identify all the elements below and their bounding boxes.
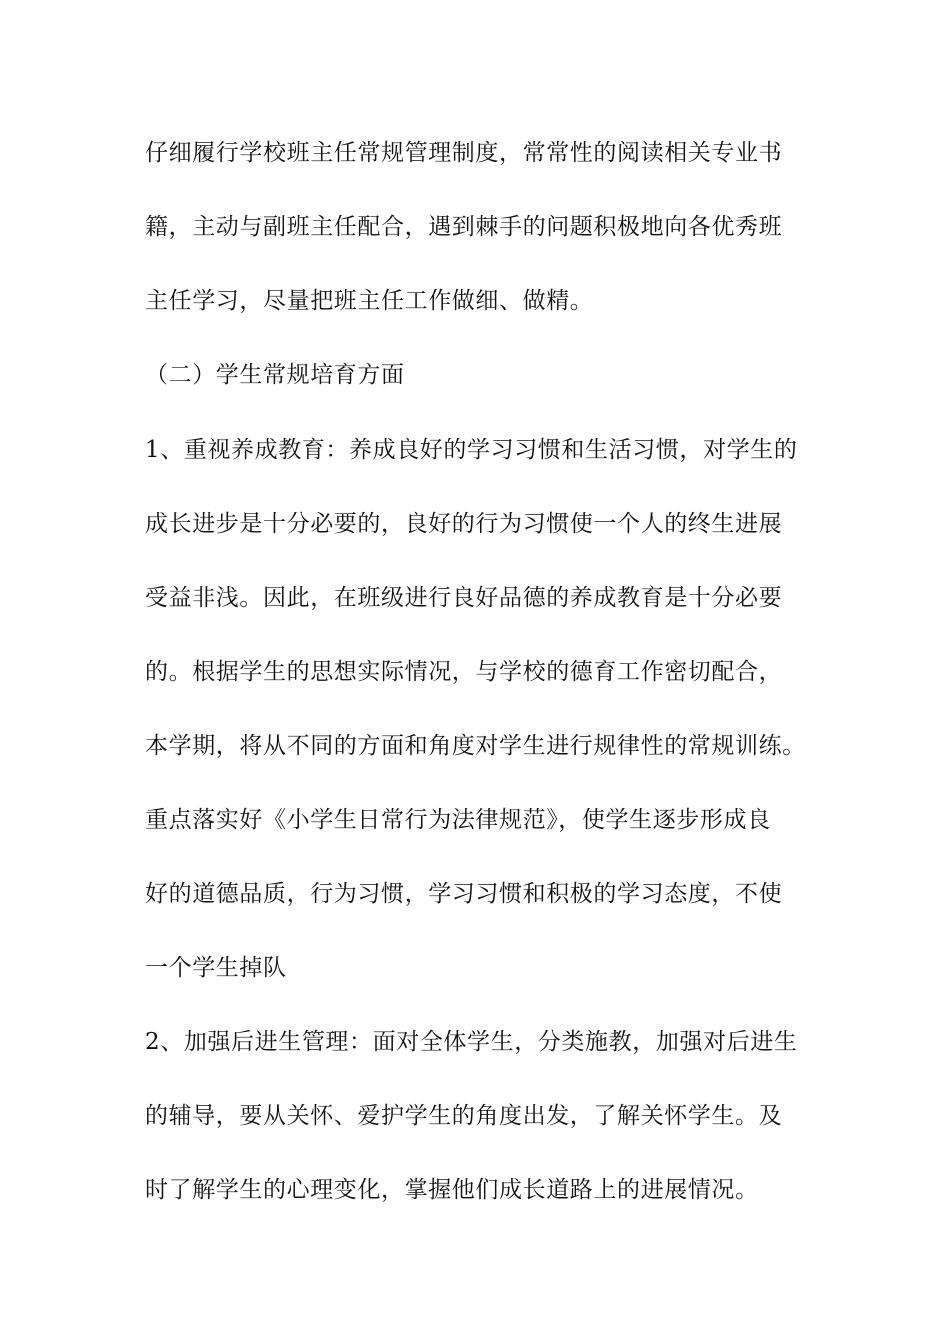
text-line: 时了解学生的心理变化，掌握他们成长道路上的进展情况。 bbox=[145, 1177, 759, 1203]
text-line: 成长进步是十分必要的，良好的行为习惯使一个人的终生进展 bbox=[145, 511, 783, 537]
text-line: 的。根据学生的思想实际情况，与学校的德育工作密切配合， bbox=[145, 659, 783, 685]
text-line: 1、重视养成教育：养成良好的学习习惯和生活习惯，对学生的 bbox=[145, 437, 798, 463]
text-line: 籍，主动与副班主任配合，遇到棘手的问题积极地向各优秀班 bbox=[145, 214, 783, 240]
text-line: 仔细履行学校班主任常规管理制度，常常性的阅读相关专业书 bbox=[145, 140, 783, 166]
text-line: 重点落实好《小学生日常行为法律规范》，使学生逐步形成良 bbox=[145, 807, 771, 833]
text-line: 本学期，将从不同的方面和角度对学生进行规律性的常规训练。 bbox=[145, 733, 806, 759]
text-line: 好的道德品质，行为习惯，学习习惯和积极的学习态度，不使 bbox=[145, 881, 783, 907]
text-line: 主任学习，尽量把班主任工作做细、做精。 bbox=[145, 288, 594, 314]
text-line: 的辅导，要从关怀、爱护学生的角度出发，了解关怀学生。及 bbox=[145, 1103, 783, 1129]
text-line: 一个学生掉队 bbox=[145, 955, 287, 981]
text-line: 受益非浅。因此，在班级进行良好品德的养成教育是十分必要 bbox=[145, 585, 783, 611]
text-line: 2、加强后进生管理：面对全体学生，分类施教，加强对后进生 bbox=[145, 1029, 798, 1055]
section-heading: （二）学生常规培育方面 bbox=[145, 362, 405, 388]
